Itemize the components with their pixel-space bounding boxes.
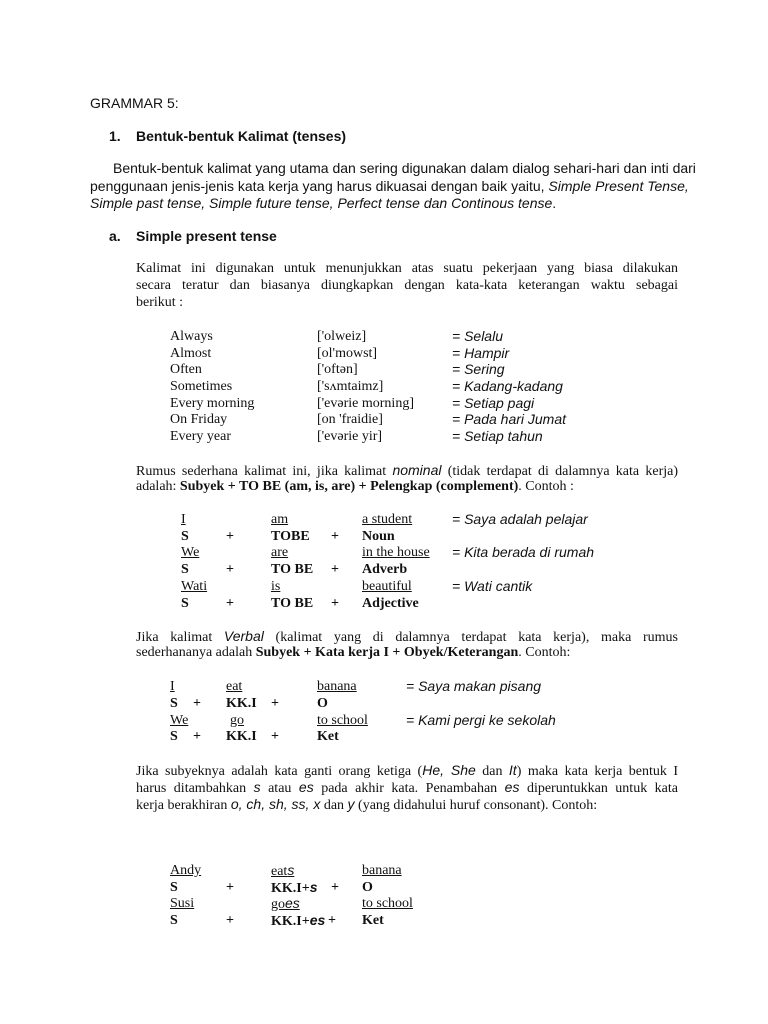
verb-base: KK.I+ xyxy=(271,881,310,896)
intro-line-3 xyxy=(90,195,556,211)
formula-plus: + xyxy=(271,696,279,711)
adverb-meaning: = Setiap pagi xyxy=(452,395,535,411)
verbal-rule-line-1 xyxy=(136,628,678,646)
subsection-letter: a. xyxy=(109,228,121,244)
rule-text: sederhananya adalah xyxy=(136,645,253,660)
example-tobe: am xyxy=(271,512,289,527)
adverb-meaning: = Hampir xyxy=(452,345,510,361)
formula-tobe: TO BE xyxy=(271,562,314,577)
rule-text: diperuntukkan untuk kata xyxy=(526,781,678,796)
example-meaning: = Wati cantik xyxy=(452,578,533,594)
example-complement: a student xyxy=(362,512,413,527)
verb-suffix: s xyxy=(309,879,318,895)
adverb-phonetic: [on 'fraidie] xyxy=(317,412,383,427)
example-subject: Susi xyxy=(170,896,195,911)
example-object: banana xyxy=(317,679,357,694)
intro-text: penggunaan jenis-jenis kata kerja yang harus dikuasai dengan baik yaitu, xyxy=(90,178,545,194)
example-meaning: = Saya makan pisang xyxy=(406,678,542,694)
adverb-meaning: = Sering xyxy=(452,361,505,377)
formula-plus: + xyxy=(226,562,234,577)
formula-object: O xyxy=(362,880,373,895)
rule-text: . Contoh : xyxy=(518,479,574,494)
rule-term: Verbal xyxy=(223,628,264,644)
third-person-rule-line-1 xyxy=(136,762,678,780)
verb-base: eat xyxy=(271,864,288,879)
formula-object: Ket xyxy=(362,913,384,928)
adverb-phonetic: ['sʌmtaimz] xyxy=(317,379,384,394)
example-object: to school xyxy=(317,713,368,728)
rule-text: . Contoh: xyxy=(518,645,571,660)
formula-plus: + xyxy=(328,913,336,928)
description-line-2: secara teratur dan biasanya diungkapkan dengan kata-kata keterangan waktu sebagai xyxy=(136,278,678,293)
example-subject: We xyxy=(170,713,189,728)
example-subject: We xyxy=(181,545,200,560)
rule-text: dan xyxy=(482,764,503,779)
formula-plus: + xyxy=(193,696,201,711)
formula-plus: + xyxy=(226,596,234,611)
adverb-word: Every year xyxy=(170,429,232,444)
example-subject: I xyxy=(181,512,186,527)
intro-line-1: Bentuk-bentuk kalimat yang utama dan sering digunakan dalam dialog sehari-hari dan inti dari xyxy=(113,160,696,176)
example-verb: eat xyxy=(226,679,243,694)
formula-object: O xyxy=(317,696,328,711)
example-tobe: is xyxy=(271,579,281,594)
example-verb: go xyxy=(230,713,244,728)
adverb-phonetic: ['oftən] xyxy=(317,362,358,377)
period: . xyxy=(552,195,557,211)
rule-text: dan xyxy=(323,798,345,813)
adverb-phonetic: [ol'mowst] xyxy=(317,346,378,361)
description-line-3: berikut : xyxy=(136,295,184,310)
adverb-word: Sometimes xyxy=(170,379,233,394)
rule-term: s xyxy=(253,779,261,795)
example-subject: Andy xyxy=(170,863,202,878)
formula-plus: + xyxy=(226,913,234,928)
formula-subject: S xyxy=(181,562,189,577)
formula-tobe: TOBE xyxy=(271,529,310,544)
description-line-1: Kalimat ini digunakan untuk menunjukkan atas suatu pekerjaan yang biasa dilakukan xyxy=(136,261,678,276)
formula-verb: KK.I xyxy=(226,729,257,744)
formula-subject: S xyxy=(170,880,178,895)
verbal-rule-line-2 xyxy=(136,645,570,661)
formula-verb: KK.I xyxy=(226,696,257,711)
rule-text: Rumus sederhana kalimat ini, jika kalimat xyxy=(136,464,387,479)
nominal-rule-line-2 xyxy=(136,479,574,495)
example-verb xyxy=(271,895,300,913)
example-meaning: = Kita berada di rumah xyxy=(452,544,595,560)
example-object: to school xyxy=(362,896,413,911)
third-person-rule-line-2 xyxy=(136,779,678,797)
adverb-phonetic: ['olweiz] xyxy=(317,329,367,344)
rule-term: es xyxy=(298,779,314,795)
intro-tense-names: Simple Present Tense, xyxy=(548,178,689,194)
section-number: 1. xyxy=(109,128,121,144)
formula-plus: + xyxy=(331,596,339,611)
formula-plus: + xyxy=(271,729,279,744)
third-person-rule-line-3 xyxy=(136,796,597,814)
formula-plus: + xyxy=(193,729,201,744)
verb-base: go xyxy=(271,897,285,912)
rule-text: (kalimat yang di dalamnya terdapat kata kerja), maka rumus xyxy=(275,630,678,645)
verb-suffix: es xyxy=(309,912,326,928)
formula-subject: S xyxy=(170,729,178,744)
formula-subject: S xyxy=(181,529,189,544)
rule-formula: Subyek + TO BE (am, is, are) + Pelengkap (complement) xyxy=(179,479,519,494)
example-subject: Wati xyxy=(181,579,208,594)
adverb-meaning: = Kadang-kadang xyxy=(452,378,563,394)
rule-term: He, She xyxy=(422,762,476,778)
formula-plus: + xyxy=(331,880,339,895)
example-tobe: are xyxy=(271,545,289,560)
rule-term: nominal xyxy=(392,462,442,478)
rule-text: kerja berakhiran xyxy=(136,798,228,813)
rule-term: es xyxy=(504,779,520,795)
formula-complement: Adjective xyxy=(362,596,419,611)
verb-base: KK.I+ xyxy=(271,914,310,929)
formula-plus: + xyxy=(226,880,234,895)
subsection-title: Simple present tense xyxy=(136,228,277,244)
example-meaning: = Kami pergi ke sekolah xyxy=(406,712,556,728)
rule-term: o, ch, sh, ss, x xyxy=(230,796,321,812)
formula-plus: + xyxy=(331,562,339,577)
rule-text: (tidak terdapat di dalamnya kata kerja) xyxy=(447,464,679,479)
formula-object: Ket xyxy=(317,729,339,744)
adverb-meaning: = Setiap tahun xyxy=(452,428,543,444)
formula-verb xyxy=(271,912,325,930)
rule-text: ) maka kata kerja bentuk I xyxy=(516,764,679,779)
example-complement: beautiful xyxy=(362,579,412,594)
rule-text: Jika subyeknya adalah kata ganti orang ketiga ( xyxy=(136,764,423,779)
formula-tobe: TO BE xyxy=(271,596,314,611)
section-title: Bentuk-bentuk Kalimat (tenses) xyxy=(136,128,347,144)
nominal-rule-line-1 xyxy=(136,462,678,480)
page-heading: GRAMMAR 5: xyxy=(90,95,179,111)
rule-term: y xyxy=(347,796,355,812)
adverb-meaning: = Pada hari Jumat xyxy=(452,411,567,427)
adverb-phonetic: ['evərie yir] xyxy=(317,429,383,444)
formula-subject: S xyxy=(181,596,189,611)
adverb-phonetic: ['evərie morning] xyxy=(317,396,414,411)
example-complement: in the house xyxy=(362,545,430,560)
rule-text: pada akhir kata. Penambahan xyxy=(321,781,498,796)
example-subject: I xyxy=(170,679,175,694)
adverb-word: Often xyxy=(170,362,202,377)
rule-term: It xyxy=(508,762,517,778)
formula-subject: S xyxy=(170,913,178,928)
intro-tense-list: Simple past tense, Simple future tense, Perfect tense dan Continous tense xyxy=(90,195,553,211)
rule-text: (yang didahului huruf consonant). Contoh: xyxy=(358,798,598,813)
adverb-meaning: = Selalu xyxy=(452,328,503,344)
formula-subject: S xyxy=(170,696,178,711)
adverb-word: Every morning xyxy=(170,396,255,411)
verb-suffix: s xyxy=(287,862,295,878)
rule-text: adalah: xyxy=(136,479,177,494)
example-object: banana xyxy=(362,863,402,878)
formula-plus: + xyxy=(226,529,234,544)
intro-line-2 xyxy=(90,178,689,194)
formula-complement: Noun xyxy=(362,529,395,544)
example-meaning: = Saya adalah pelajar xyxy=(452,511,588,527)
verb-suffix: es xyxy=(285,895,300,911)
adverb-word: On Friday xyxy=(170,412,228,427)
rule-formula: Subyek + Kata kerja I + Obyek/Keterangan xyxy=(255,645,519,660)
formula-complement: Adverb xyxy=(362,562,408,577)
example-verb xyxy=(271,862,294,880)
rule-text: atau xyxy=(268,781,292,796)
adverb-word: Almost xyxy=(170,346,212,361)
rule-text: Jika kalimat xyxy=(136,630,213,645)
adverb-word: Always xyxy=(170,329,213,344)
rule-text: harus ditambahkan xyxy=(136,781,247,796)
formula-plus: + xyxy=(331,529,339,544)
